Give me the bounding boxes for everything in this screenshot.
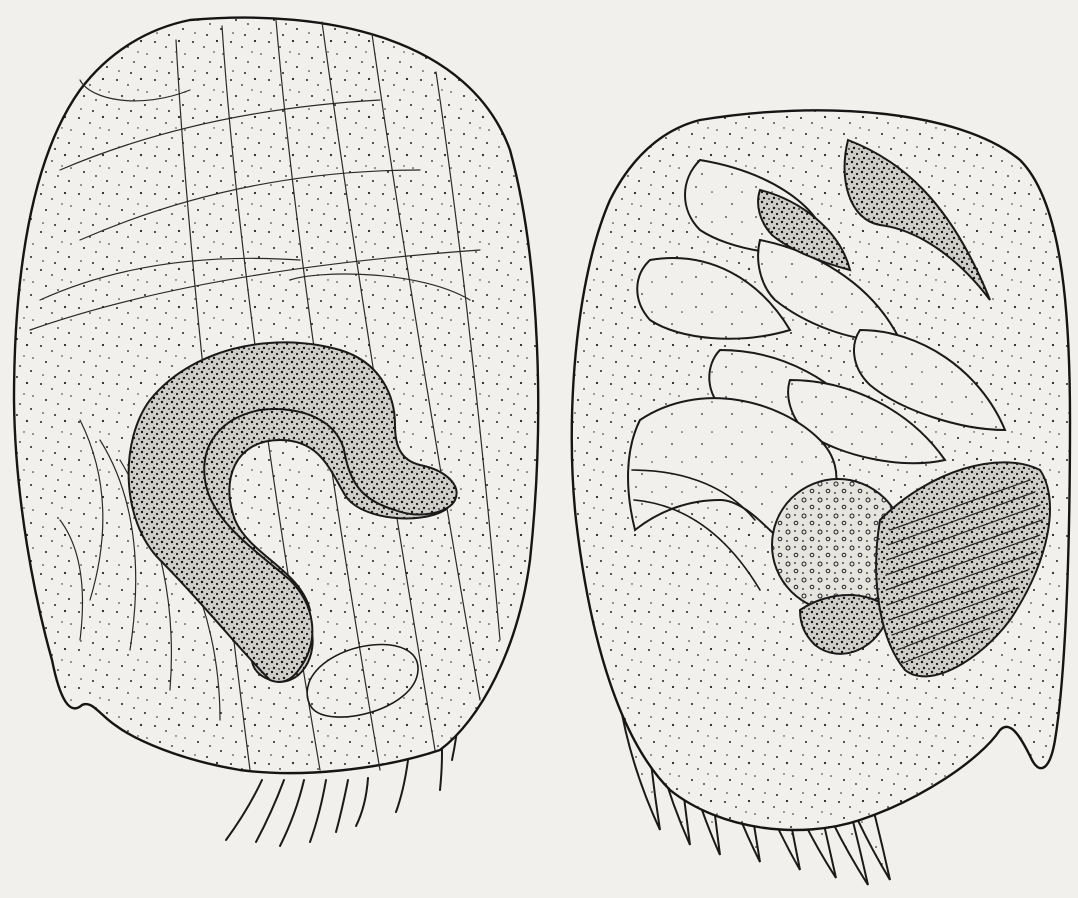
left-cell <box>14 18 538 846</box>
right-cell <box>572 110 1070 885</box>
